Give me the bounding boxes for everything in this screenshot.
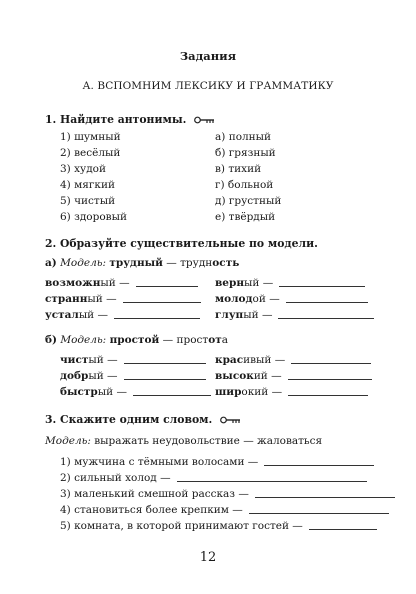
answer-line[interactable] — [288, 394, 368, 396]
task1-heading — [45, 113, 216, 126]
key-icon — [220, 416, 242, 424]
answer-line[interactable] — [255, 496, 395, 498]
answer-line[interactable] — [264, 464, 374, 466]
task1-left-item: 4) мягкий — [60, 179, 115, 191]
task3-item: 5) комната, в которой принимают гостей — — [60, 520, 377, 532]
task2a-right-row: верный — — [215, 277, 365, 289]
task2-title: 2. Образуйте существительные по модели. — [45, 237, 318, 250]
task1-left-item: 5) чистый — [60, 195, 116, 207]
answer-line[interactable] — [249, 512, 389, 514]
task1-left-item: 6) здоровый — [60, 211, 127, 223]
task2b-right-row: широкий — — [215, 386, 368, 398]
task3-title: 3. Скажите одним словом. — [45, 413, 213, 426]
task3-item: 4) становиться более крепким — — [60, 504, 389, 516]
task1-right-item: д) грустный — [215, 195, 282, 207]
task1-left-item: 2) весёлый — [60, 147, 121, 159]
task2a-model: а) Модель: трудный — трудность — [45, 257, 240, 269]
key-icon — [194, 116, 216, 124]
task2b-model: б) Модель: простой — простота — [45, 334, 228, 346]
page-number: 12 — [199, 550, 217, 565]
task1-right-item: б) грязный — [215, 147, 276, 159]
task3-model: Модель: выражать неудовольствие — жаловаться — [45, 435, 323, 447]
answer-line[interactable] — [123, 301, 201, 303]
answer-line[interactable] — [124, 378, 206, 380]
task1-left-item: 3) худой — [60, 163, 106, 175]
task2a-left-row: усталый — — [45, 309, 200, 321]
task1-right-item: а) полный — [215, 131, 272, 143]
task1-title: 1. Найдите антонимы. — [45, 113, 187, 126]
answer-line[interactable] — [133, 394, 211, 396]
section-heading: А. ВСПОМНИМ ЛЕКСИКУ И ГРАММАТИКУ — [82, 80, 334, 92]
answer-line[interactable] — [286, 301, 368, 303]
task2a-left-row: возможный — — [45, 277, 198, 289]
answer-line[interactable] — [309, 528, 377, 530]
task1-left-item: 1) шумный — [60, 131, 121, 143]
task2b-left-row: чистый — — [60, 354, 206, 366]
task2a-right-row: глупый — — [215, 309, 374, 321]
answer-line[interactable] — [278, 317, 374, 319]
answer-line[interactable] — [291, 362, 371, 364]
task1-right-item: в) тихий — [215, 163, 262, 175]
task1-right-item: г) больной — [215, 179, 274, 191]
task2a-left-row: странный — — [45, 293, 201, 305]
answer-line[interactable] — [136, 285, 198, 287]
task2b-left-row: добрый — — [60, 370, 206, 382]
answer-line[interactable] — [288, 378, 372, 380]
answer-line[interactable] — [279, 285, 365, 287]
answer-line[interactable] — [114, 317, 200, 319]
task2a-right-row: молодой — — [215, 293, 368, 305]
task3-item: 1) мужчина с тёмными волосами — — [60, 456, 374, 468]
task3-heading — [45, 413, 242, 426]
answer-line[interactable] — [124, 362, 206, 364]
task1-right-item: е) твёрдый — [215, 211, 276, 223]
page-title: Задания — [179, 49, 237, 63]
task2b-right-row: красивый — — [215, 354, 371, 366]
task2b-right-row: высокий — — [215, 370, 372, 382]
answer-line[interactable] — [177, 480, 367, 482]
task2b-left-row: быстрый — — [60, 386, 211, 398]
task3-item: 3) маленький смешной рассказ — — [60, 488, 395, 500]
task3-item: 2) сильный холод — — [60, 472, 367, 484]
